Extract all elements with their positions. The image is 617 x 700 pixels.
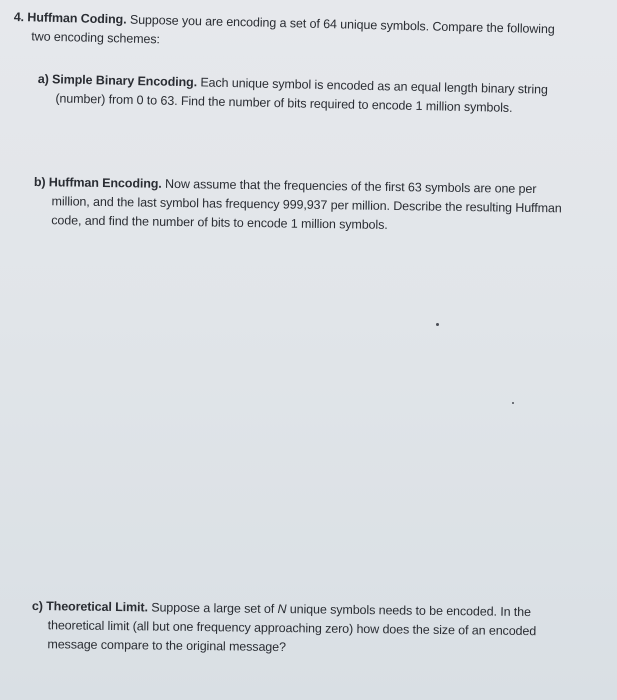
part-b-line2: million, and the last symbol has frequency 999,937 per million. Describe the resulting Huffman [51, 194, 562, 216]
question-intro-line2: two encoding schemes: [31, 29, 161, 47]
part-a [37, 70, 548, 119]
part-a-line1: Each unique symbol is encoded as an equal length binary string [200, 75, 548, 97]
part-a-label: a) [37, 71, 49, 87]
part-c-variable-n: N [277, 602, 287, 617]
part-c-line1-pre: Suppose a large set of [151, 600, 275, 616]
part-c [31, 597, 536, 660]
part-b-label: b) [33, 174, 46, 190]
part-b-line3: code, and find the number of bits to encode 1 million symbols. [51, 213, 388, 232]
paper-speck [436, 323, 439, 326]
part-a-line2: (number) from 0 to 63. Find the number of bits required to encode 1 million symbols. [55, 91, 513, 115]
paper-speck [512, 402, 514, 404]
part-c-line3: message compare to the original message? [47, 637, 286, 655]
question-title: Huffman Coding. [27, 10, 127, 27]
question-header [13, 8, 555, 58]
part-b-line1: Now assume that the frequencies of the first 63 symbols are one per [165, 176, 537, 197]
question-number: 4. [13, 9, 25, 25]
part-c-title: Theoretical Limit. [46, 599, 148, 615]
part-c-line1-post: unique symbols needs to be encoded. In the [289, 602, 532, 620]
part-c-label: c) [31, 598, 43, 614]
part-b-title: Huffman Encoding. [48, 175, 162, 191]
part-c-line2: theoretical limit (all but one frequency approaching zero) how does the size of an encoded [47, 618, 537, 639]
part-b [33, 173, 562, 237]
question-intro-line1: Suppose you are encoding a set of 64 unique symbols. Compare the following [129, 12, 555, 37]
part-a-title: Simple Binary Encoding. [51, 72, 198, 90]
